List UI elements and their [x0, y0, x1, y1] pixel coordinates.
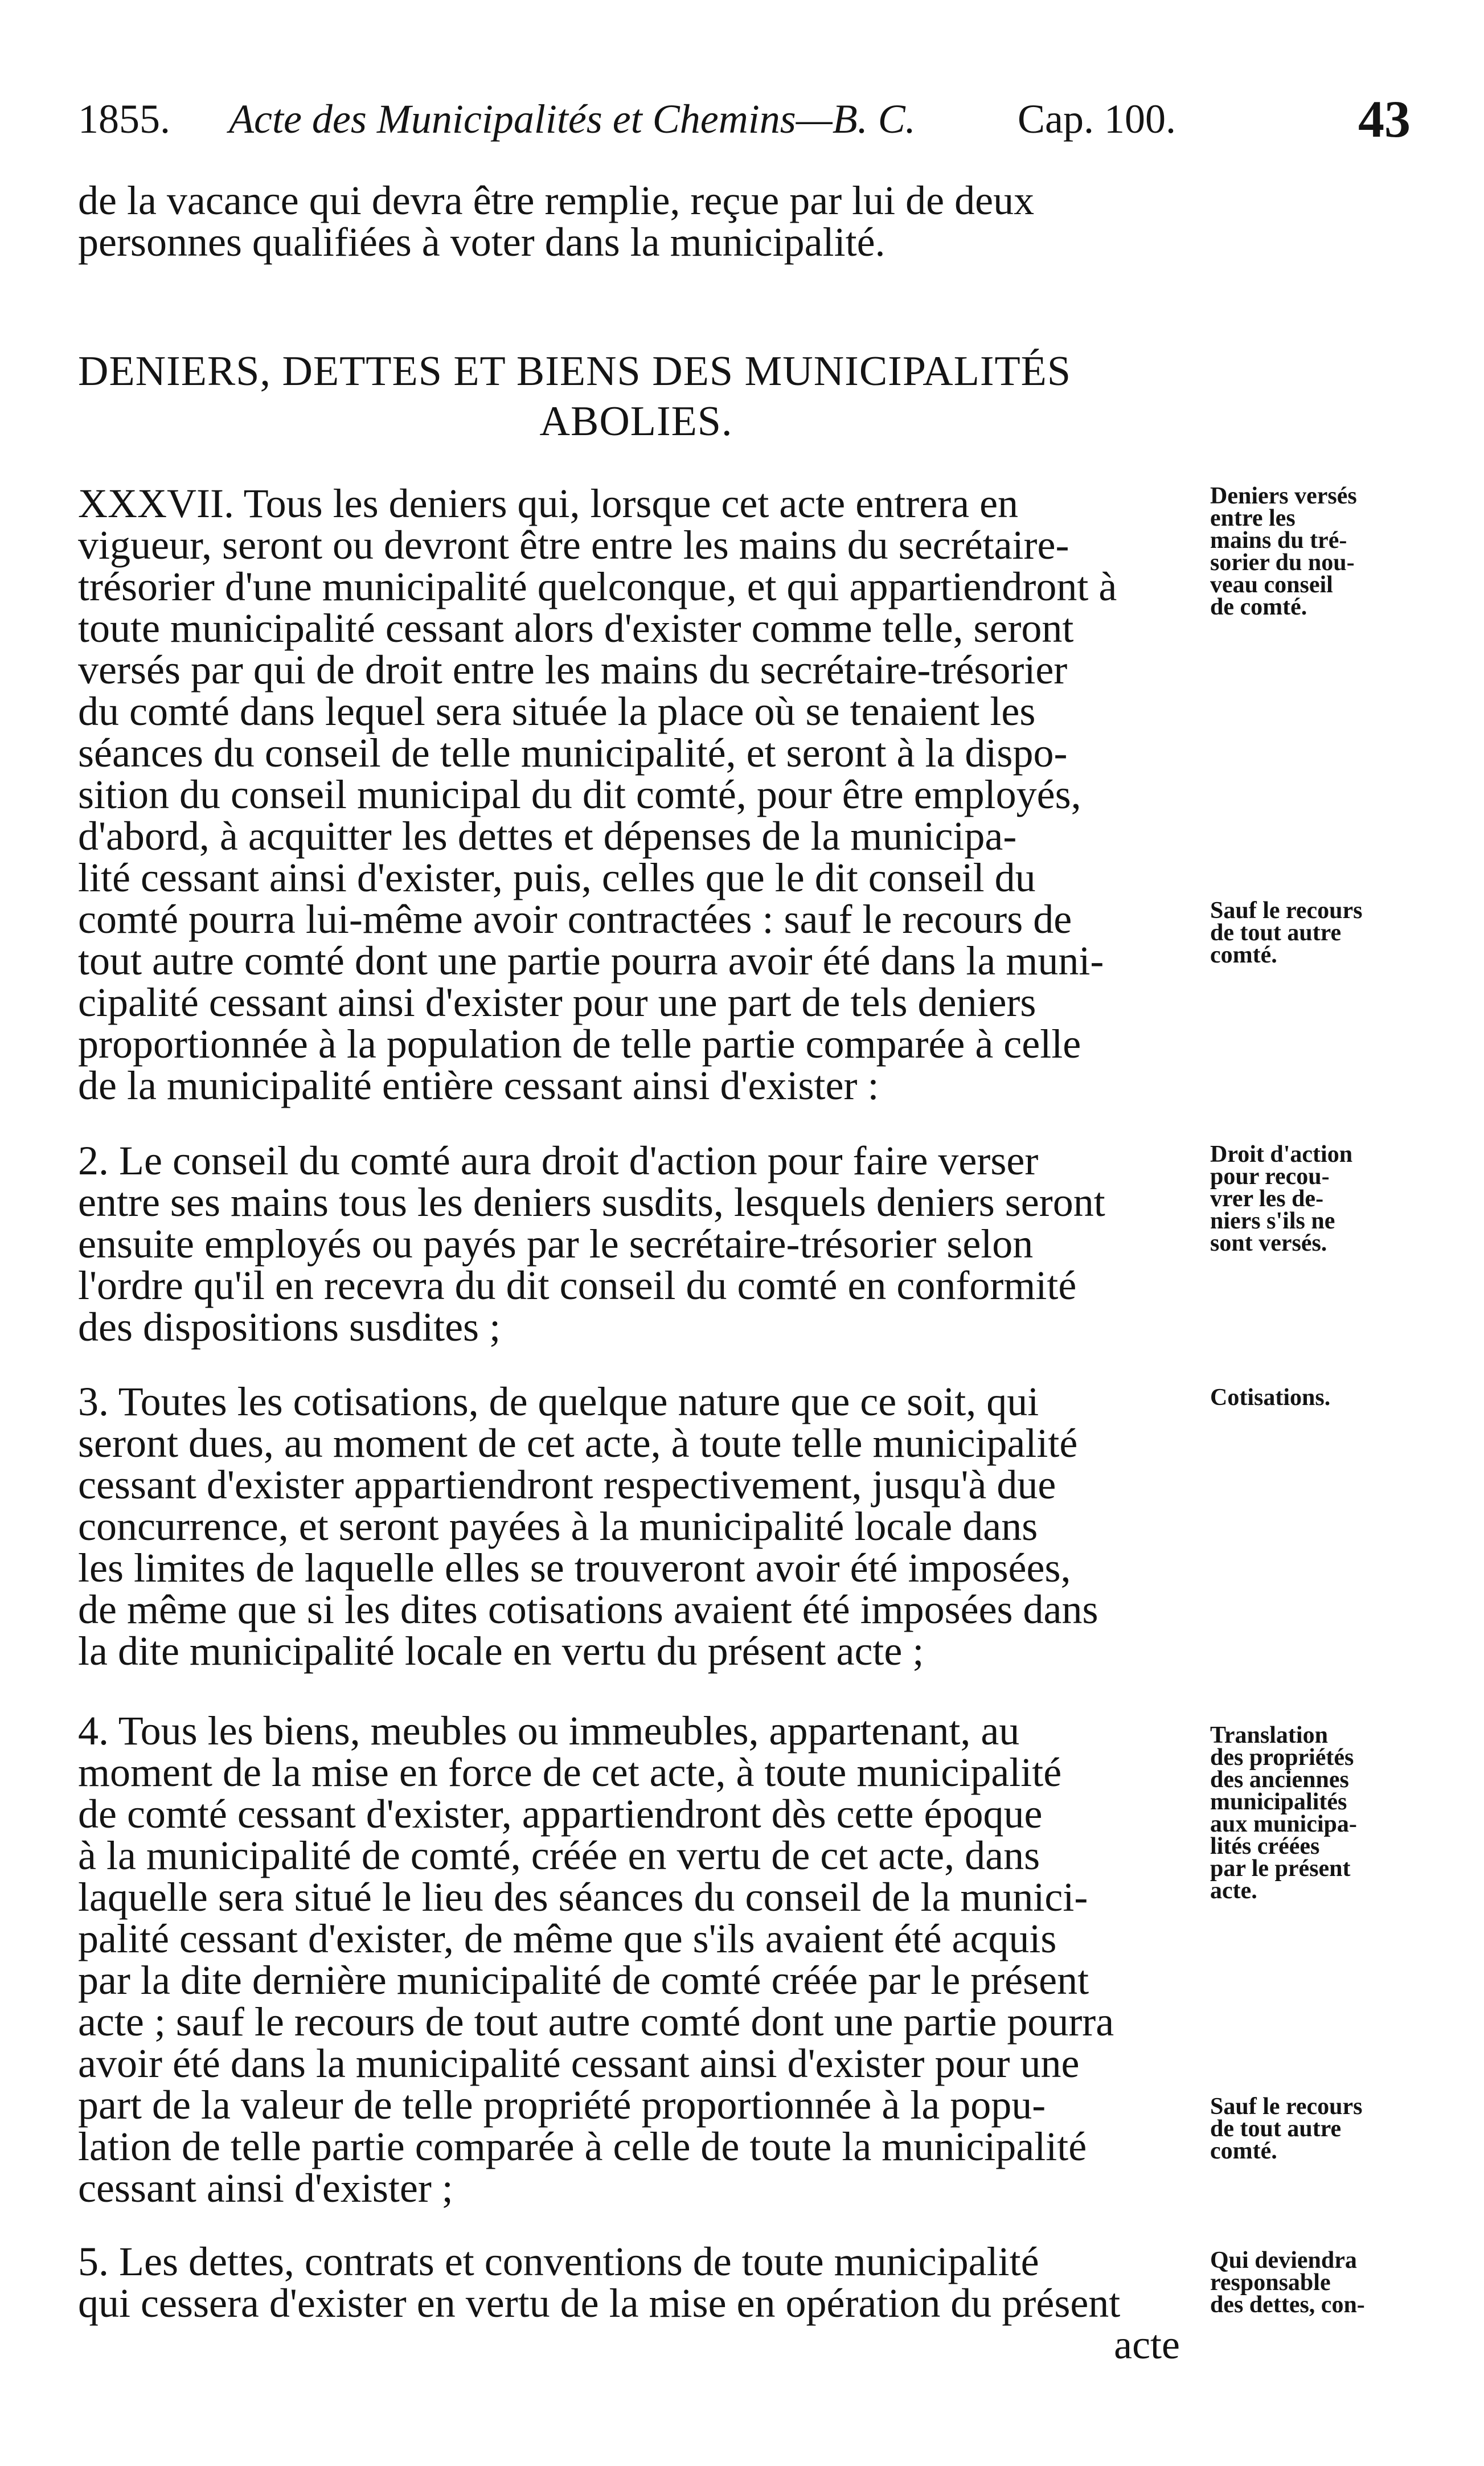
header-year: 1855.	[78, 96, 170, 142]
section-heading-line1: DENIERS, DETTES ET BIENS DES MUNICIPALITÉS	[78, 348, 1072, 395]
header-chapter: Cap. 100.	[1018, 96, 1176, 142]
margin-note-sauf-recours: Sauf le recours de tout autre comté.	[1210, 898, 1363, 968]
header-title: Acte des Municipalités et Chemins—B. C.	[229, 96, 916, 142]
intro-paragraph: de la vacance qui devra être remplie, reçue par lui de deux personnes qualifiées à voter dans la municipalité.	[78, 178, 1035, 265]
paragraph-2: 2. Le conseil du comté aura droit d'action pour faire verser entre ses mains tous les deniers susdits, lesquels deniers seront ensuite employés ou payés par le secrétaire-trésorier selon l'ordre qu'il en recevra du dit conseil du comté en conformité des dispositions susdites ;	[78, 1138, 1105, 1350]
margin-note-sauf-recours-2: Sauf le recours de tout autre comté.	[1210, 2094, 1363, 2164]
margin-note-cotisations: Cotisations.	[1210, 1384, 1331, 1411]
margin-note-deniers-verses: Deniers versés entre les mains du tré- sorier du nou- veau conseil de comté.	[1210, 483, 1357, 620]
section-heading-line2: ABOLIES.	[539, 398, 733, 445]
section-heading	[78, 346, 1194, 446]
paragraph-4: 4. Tous les biens, meubles ou immeubles, appartenant, au moment de la mise en force de cet acte, à toute municipalité de comté cessant d'exister, appartiendront dès cette époque à la municipalité de comté, créée en vertu de cet acte, dans laquelle sera situé le lieu des séances du conseil de la munici- palité cessant d'exister, de même que s'ils avaient été acquis par la dite dernière municipalité de comté créée par le présent acte ; sauf le recours de tout autre comté dont une partie pourra avoir été dans la municipalité cessant ainsi d'exister pour une part de la valeur de telle propriété proportionnée à la popu- lation de telle partie comparée à celle de toute la municipalité cessant ainsi d'exister ;	[78, 1708, 1114, 2211]
page-number: 43	[1358, 90, 1411, 148]
margin-note-translation-proprietes: Translation des propriétés des anciennes municipalités aux municipa- lités créées par le présent acte.	[1210, 1722, 1357, 1904]
paragraph-xxxvii: XXXVII. Tous les deniers qui, lorsque cet acte entrera en vigueur, seront ou devront être entre les mains du secrétaire- trésorier d'une municipalité quelconque, et qui appartiendront à toute municipalité cessant alors d'exister comme telle, seront versés par qui de droit entre les mains du secrétaire-trésorier du comté dans lequel sera située la place où se tenaient les séances du conseil de telle municipalité, et seront à la dispo- sition du conseil municipal du dit comté, pour être employés, d'abord, à acquitter les dettes et dépenses de la municipa- lité cessant ainsi d'exister, puis, celles que le dit conseil du comté pourra lui-même avoir contractées : sauf le recours de tout autre comté dont une partie pourra avoir été dans la muni- cipalité cessant ainsi d'exister pour une part de tels deniers proportionnée à la population de telle partie comparée à celle de la municipalité entière cessant ainsi d'exister :	[78, 481, 1117, 1108]
running-header	[78, 90, 1411, 158]
margin-note-droit-action: Droit d'action pour recou- vrer les de- niers s'ils ne sont versés.	[1210, 1141, 1353, 1256]
paragraph-5: 5. Les dettes, contrats et conventions de toute municipalité qui cessera d'exister en vertu de la mise en opération du présent	[78, 2239, 1121, 2326]
paragraph-3: 3. Toutes les cotisations, de quelque nature que ce soit, qui seront dues, au moment de cet acte, à toute telle municipalité cessant d'exister appartiendront respectivement, jusqu'à due concurrence, et seront payées à la municipalité locale dans les limites de laquelle elles se trouveront avoir été imposées, de même que si les dites cotisations avaient été imposées dans la dite municipalité locale en vertu du présent acte ;	[78, 1379, 1098, 1674]
paragraph-5-catchword: acte	[1114, 2322, 1180, 2367]
margin-note-qui-deviendra: Qui deviendra responsable des dettes, con-	[1210, 2247, 1365, 2318]
